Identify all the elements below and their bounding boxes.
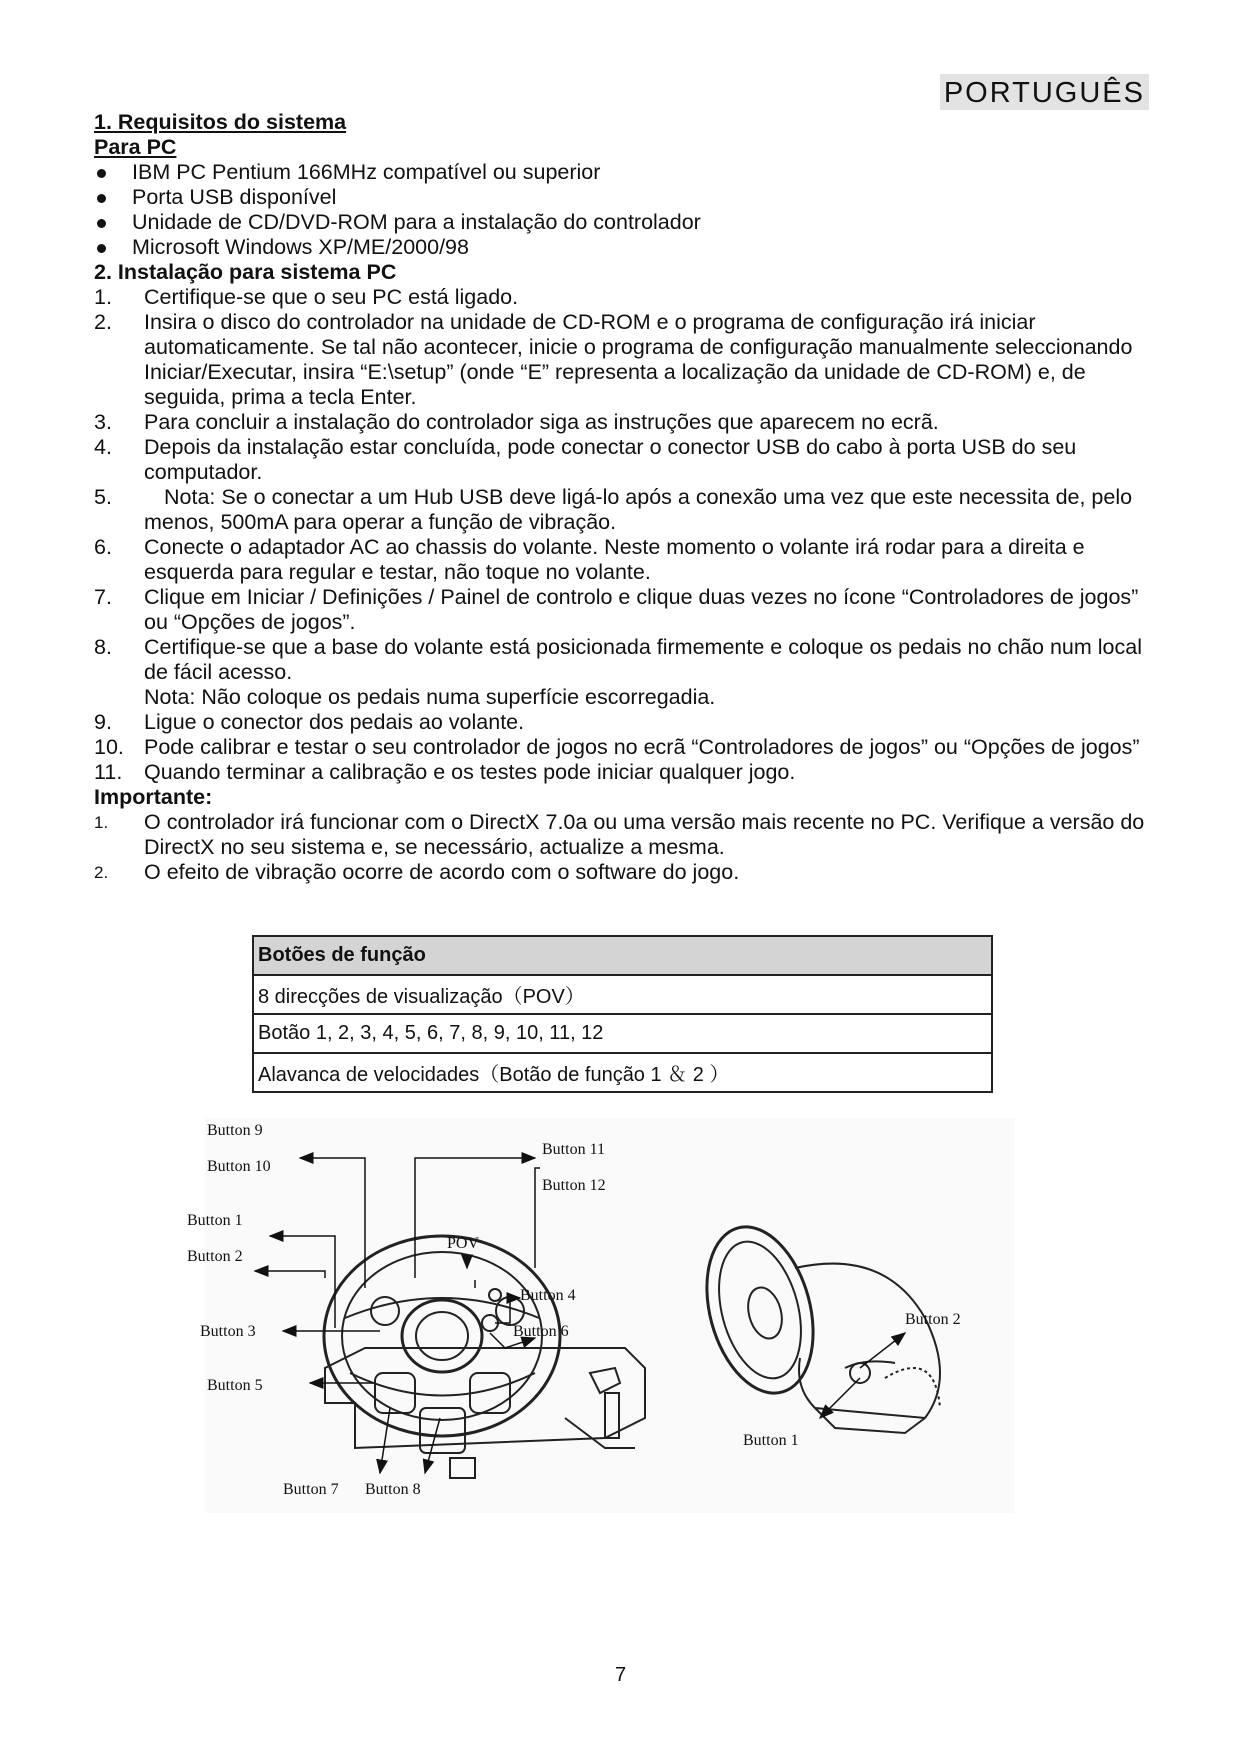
install-step: 11. Quando terminar a calibração e os testes pode iniciar qualquer jogo. <box>94 760 796 784</box>
label-button-8: Button 8 <box>365 1481 421 1498</box>
label-button-3: Button 3 <box>200 1323 256 1340</box>
install-step: 5. Nota: Se o conectar a um Hub USB deve ligá-lo após a conexão uma vez que este necessita de, pelo menos, 500mA para operar a função de vibração. <box>94 485 1133 534</box>
label-button-11: Button 11 <box>542 1141 605 1158</box>
important-item: 2. O efeito de vibração ocorre de acordo com o software do jogo. <box>94 860 740 884</box>
label-side-button-1: Button 1 <box>743 1432 799 1449</box>
install-step: 8. Certifique-se que a base do volante está posicionada firmemente e coloque os pedais no chão num local de fácil acesso. <box>94 635 1142 684</box>
label-button-4: Button 4 <box>520 1287 576 1304</box>
install-step: 9. Ligue o conector dos pedais ao volante. <box>94 710 525 734</box>
install-step: 6. Conecte o adaptador AC ao chassis do volante. Neste momento o volante irá rodar para a direita e esquerda para regular e testar, não toque no volante. <box>94 535 1085 584</box>
label-button-2: Button 2 <box>187 1248 243 1265</box>
important-item: 1. O controlador irá funcionar com o DirectX 7.0a ou uma versão mais recente no PC. Verifique a versão do DirectX no seu sistema e, se necessário, actualize a mesma. <box>94 810 1145 859</box>
table-cell: Alavanca de velocidades（Botão de função 1 ＆ 2 ） <box>253 1053 992 1092</box>
step8-note: Nota: Não coloque os pedais numa superfície escorregadia. <box>144 685 716 709</box>
page-number: 7 <box>614 1664 627 1686</box>
table-header-row <box>253 936 992 975</box>
requirement-item: Unidade de CD/DVD-ROM para a instalação do controlador <box>94 210 1152 235</box>
section1-title: 1. Requisitos do sistema <box>94 110 347 134</box>
table-row <box>253 1053 992 1092</box>
steering-wheel-diagram <box>187 1118 1015 1513</box>
language-label: PORTUGUÊS <box>940 74 1149 110</box>
label-side-button-2: Button 2 <box>905 1311 961 1328</box>
table-header-cell: Botões de função <box>253 936 992 975</box>
requirement-item: IBM PC Pentium 166MHz compatível ou superior <box>94 160 1152 185</box>
bullet-icon <box>97 169 106 178</box>
table-row <box>253 1014 992 1053</box>
install-step: 4. Depois da instalação estar concluída, pode conectar o conector USB do cabo à porta USB do seu computador. <box>94 435 1077 484</box>
label-button-10: Button 10 <box>207 1158 271 1175</box>
bullet-icon <box>97 244 106 253</box>
section2-title: 2. Instalação para sistema PC <box>94 260 397 284</box>
label-button-9: Button 9 <box>207 1122 263 1139</box>
table-cell: 8 direcções de visualização（POV） <box>253 975 992 1014</box>
manual-body <box>94 110 1152 885</box>
label-button-7: Button 7 <box>283 1481 339 1498</box>
table-cell: Botão 1, 2, 3, 4, 5, 6, 7, 8, 9, 10, 11, 12 <box>253 1014 992 1053</box>
label-button-1: Button 1 <box>187 1212 243 1229</box>
install-step: 7. Clique em Iniciar / Definições / Painel de controlo e clique duas vezes no ícone “Controladores de jogos” ou “Opções de jogos”. <box>94 585 1139 634</box>
label-pov: POV <box>447 1235 480 1252</box>
bullet-icon <box>97 219 106 228</box>
requirement-item: Microsoft Windows XP/ME/2000/98 <box>94 235 1152 260</box>
function-buttons-table <box>252 935 993 1093</box>
bullet-icon <box>97 194 106 203</box>
important-title: Importante: <box>94 785 213 809</box>
label-button-12: Button 12 <box>542 1177 606 1194</box>
install-step: 3. Para concluir a instalação do controlador siga as instruções que aparecem no ecrã. <box>94 410 939 434</box>
table-row <box>253 975 992 1014</box>
install-step: 10. Pode calibrar e testar o seu controlador de jogos no ecrã “Controladores de jogos” ou “Opções de jogos” <box>94 735 1140 759</box>
label-button-6: Button 6 <box>513 1323 569 1340</box>
label-button-5: Button 5 <box>207 1377 263 1394</box>
install-step: 1. Certifique-se que o seu PC está ligado. <box>94 285 519 309</box>
section1-subtitle: Para PC <box>94 135 177 159</box>
install-step: 2. Insira o disco do controlador na unidade de CD-ROM e o programa de configuração irá iniciar automaticamente. Se tal não acontecer, inicie o programa de configuração manualmente seleccionando Iniciar/Executar, insira “E:\setup” (onde “E” representa a localização da unidade de CD-ROM) e, de seguida, prima a tecla Enter. <box>94 310 1133 409</box>
requirement-item: Porta USB disponível <box>94 185 1152 210</box>
